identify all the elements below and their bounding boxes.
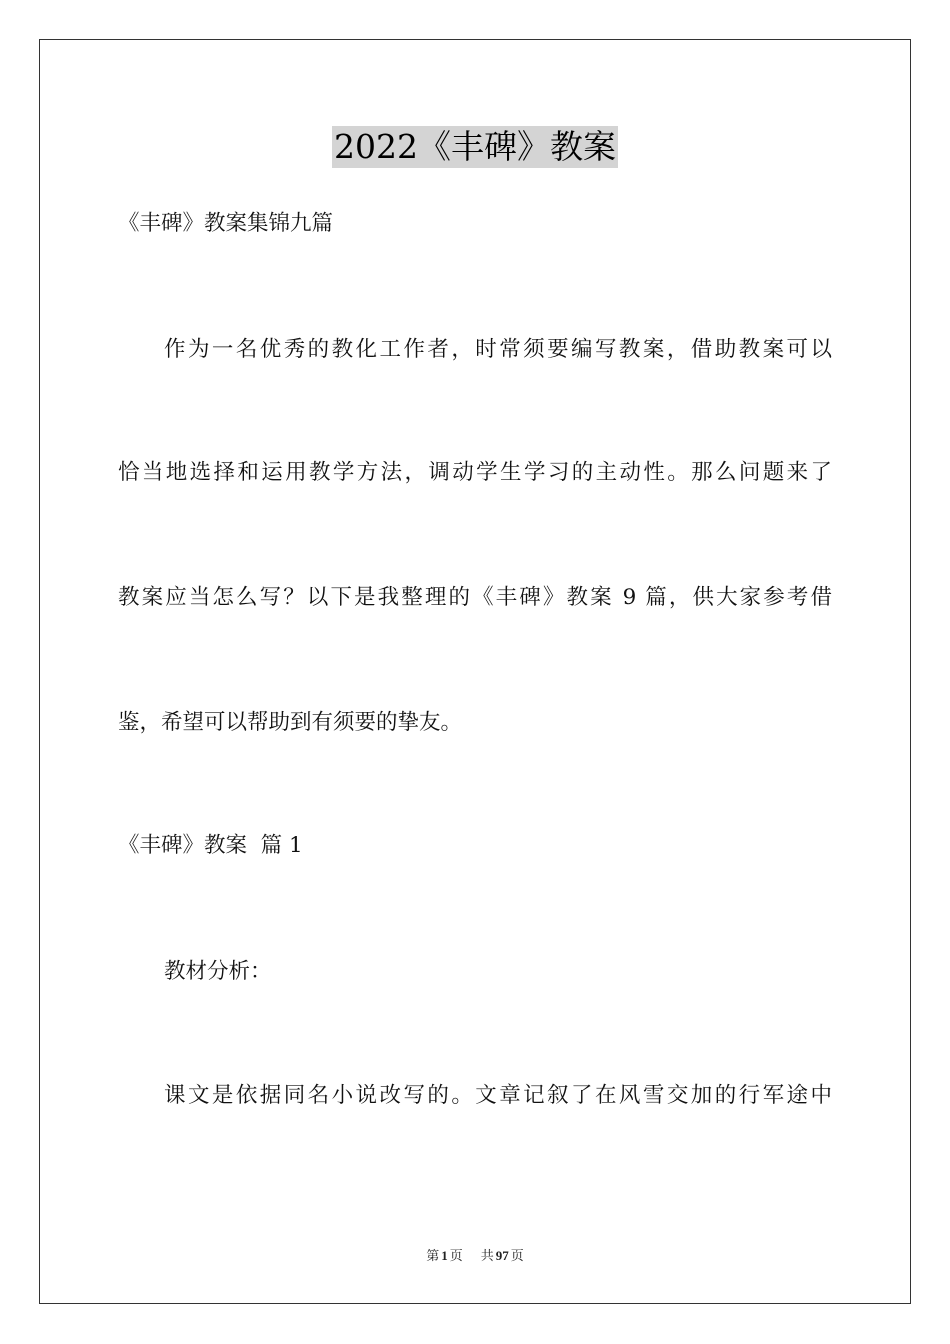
intro-line-1: 作为一名优秀的教化工作者，时常须要编写教案，借助教案可以 [164,337,832,362]
document-title: 2022《丰碑》教案 [334,127,616,166]
title-container [0,126,950,168]
document-subtitle: 《丰碑》教案集锦九篇 [118,211,334,236]
total-pages: 97 [495,1248,509,1263]
section-heading: 《丰碑》教案 篇 1 [118,833,303,858]
page-prefix: 第 [426,1248,440,1263]
total-prefix: 共 [480,1248,494,1263]
page-number: 1 [441,1248,448,1263]
body-line-1: 课文是依据同名小说改写的。文章记叙了在风雪交加的行军途中 [164,1083,832,1108]
page-suffix: 页 [449,1248,463,1263]
total-suffix: 页 [510,1248,524,1263]
intro-line-3: 教案应当怎么写？以下是我整理的《丰碑》教案 9 篇，供大家参考借 [118,585,832,610]
intro-line-4: 鉴，希望可以帮助到有须要的挚友。 [118,710,463,735]
intro-line-2: 恰当地选择和运用教学方法，调动学生学习的主动性。那么问题来了 [118,460,832,485]
page-footer [0,1247,950,1265]
subheading: 教材分析： [164,959,272,984]
